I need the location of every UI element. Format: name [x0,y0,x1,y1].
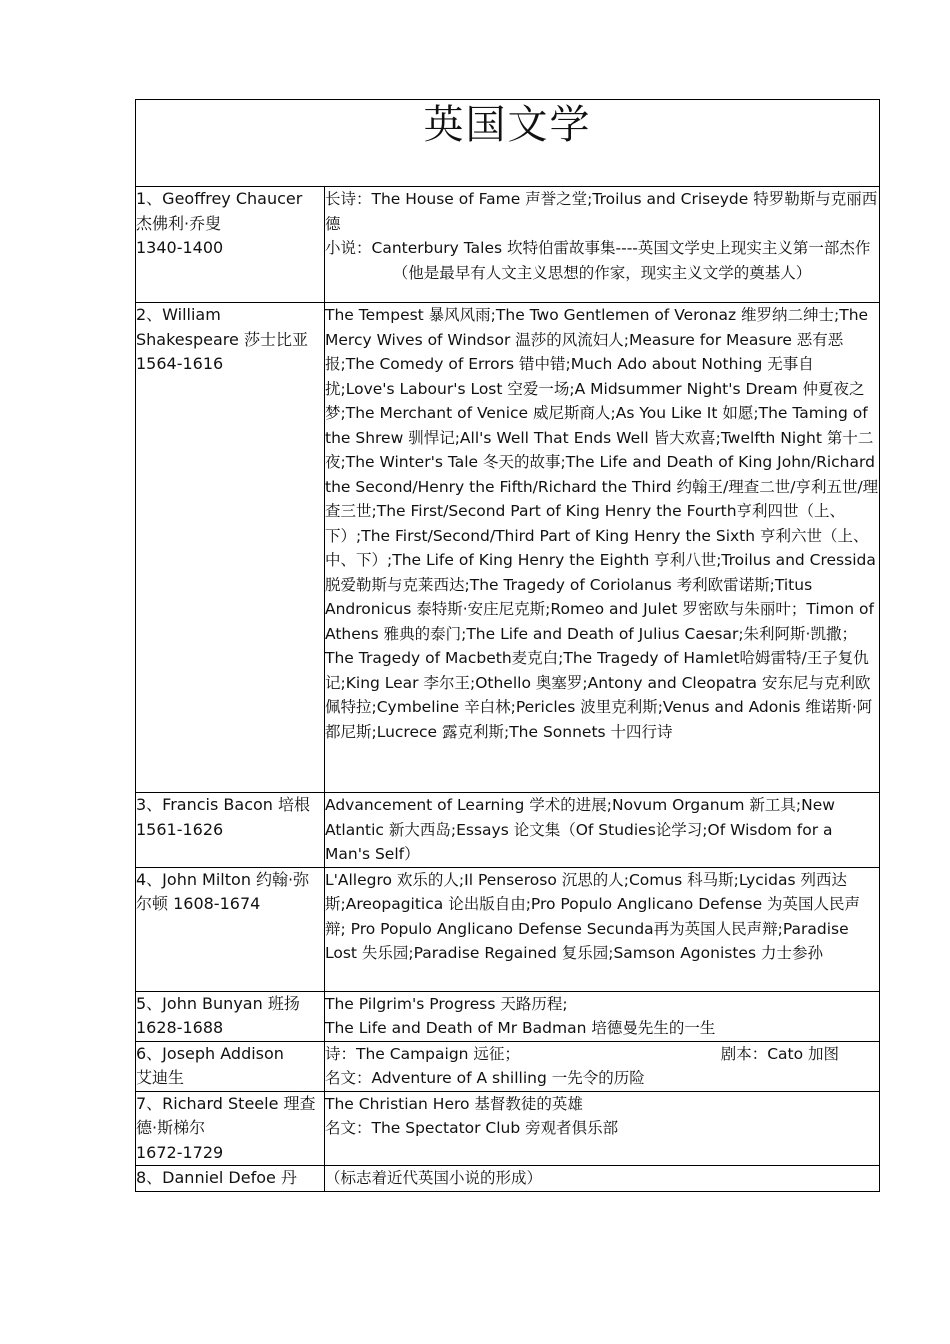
table-row [136,1041,880,1091]
works-cell [325,1166,880,1192]
works-cell [325,1041,880,1091]
author-years: 1628-1688 [136,1018,224,1037]
table-row [136,187,880,303]
table-row [136,1166,880,1192]
page-title: 英国文学 [423,102,592,148]
table-row [136,867,880,991]
works-text: 长诗：The House of Fame 声誉之堂;Troilus and Criseyde 特罗勒斯与克丽西德 [325,190,878,233]
works-note: （标志着近代英国小说的形成） [325,1169,543,1187]
works-text: 小说：Canterbury Tales 坎特伯雷故事集----英国文学史上现实主义第一部杰作 [325,239,871,257]
works-text: Advancement of Learning 学术的进展;Novum Organum 新工具;New Atlantic 新大西岛;Essays 论文集（Of Studies论学习;Of Wisdom for a Man's Self） [325,796,835,863]
works-note: （他是最早有人文主义思想的作家，现实主义文学的奠基人） [392,263,812,282]
works-text: The Pilgrim's Progress 天路历程; [325,994,568,1013]
author-name: 6、Joseph Addison [136,1043,284,1063]
works-poem: 诗：The Campaign 远征； [325,1044,520,1063]
author-cell [136,1091,325,1166]
works-play: 剧本：Cato 加图 [720,1044,839,1063]
works-cell [325,867,880,991]
works-cell [325,1091,880,1166]
works-cell [325,793,880,868]
author-name: 2、William Shakespeare 莎士比亚 1564-1616 [136,305,308,373]
author-cell [136,793,325,868]
works-cell [325,991,880,1041]
works-text: The Tempest 暴风风雨;The Two Gentlemen of Veronaz 维罗纳二绅士;The Mercy Wives of Windsor 温莎的风流妇人;Measure for Measure 恶有恶报;The Comedy of Errors 错中错;Much Ado about Nothing 无事自扰;Love's Labour's Lost 空爱一场;A Midsummer Night's Dream 仲夏夜之梦;The Merchant of Venice 威尼斯商人;As You Like It 如愿;The Taming of the Shrew 驯悍记;All's Well That Ends Well 皆大欢喜;Twelfth Night 第十二夜;The Winter's Tale 冬天的故事;The Life and Death of King John/Richard the Second/Henry the Fifth/Richard the Third 约翰王/理查二世/亨利五世/理查三世;The First/Second Part of King Henry the Fourth亨利四世（上、下）;The First/Second/Third Part of King Henry the Sixth 亨利六世（上、中、下）;The Life of King Henry the Eighth 亨利八世;Troilus and Cressida脱爱勒斯与克莱西达;The Tragedy of Coriolanus 考利欧雷诺斯;Titus Andronicus 泰特斯·安庄尼克斯;Romeo and Julet 罗密欧与朱丽叶；Timon of Athens 雅典的泰门;The Life and Death of Julius Caesar;朱利阿斯·凯撒；The Tragedy of Macbeth麦克白;The Tragedy of Hamlet哈姆雷特/王子复仇记;King Lear 李尔王;Othello 奥塞罗;Antony and Cleopatra 安东尼与克利欧佩特拉;Cymbeline 辛白林;Pericles 波里克利斯;Venus and Adonis 维诺斯·阿都尼斯;Lucrece 露克利斯;The Sonnets 十四行诗 [325,306,879,741]
author-name: 7、Richard Steele 理查德·斯梯尔 [136,1093,316,1137]
author-name: 8、Danniel Defoe 丹 [136,1168,297,1187]
works-line-split [325,1042,879,1067]
table-row [136,1091,880,1166]
table-row [136,793,880,868]
author-cell [136,1166,325,1192]
title-row [136,100,880,187]
table-row [136,303,880,793]
author-name: 5、John Bunyan 班扬 [136,993,300,1013]
works-cell [325,187,880,303]
author-cell [136,303,325,793]
author-name: 1、Geoffrey Chaucer [136,189,303,208]
author-cell [136,867,325,991]
author-cell [136,1041,325,1091]
works-text: L'Allegro 欢乐的人;Il Penseroso 沉思的人;Comus 科马斯;Lycidas 列西达斯;Areopagitica 论出版自由;Pro Populo Anglicano Defense 为英国人民声辩; Pro Populo Anglicano Defense Secunda再为英国人民声辩;Paradise Lost 失乐园;Paradise Regained 复乐园;Samson Agonistes 力士参孙 [325,870,861,962]
author-name: 3、Francis Bacon 培根 1561-1626 [136,795,311,839]
title-cell [136,100,880,187]
works-text: 名文：The Spectator Club 旁观者俱乐部 [325,1119,619,1137]
works-text: 名文：Adventure of A shilling 一先令的历险 [325,1069,645,1087]
works-text: The Life and Death of Mr Badman 培德曼先生的一生 [325,1019,716,1037]
author-chinese-name: 杰佛利·乔叟 [136,213,222,233]
literature-table [135,99,880,1192]
author-cell [136,187,325,303]
works-cell [325,303,880,793]
author-years: 1340-1400 [136,238,224,257]
author-name: 4、John Milton 约翰·弥尔顿 1608-1674 [136,869,310,913]
works-text: The Christian Hero 基督教徒的英雄 [325,1094,583,1113]
author-years: 1672-1729 [136,1142,224,1162]
author-cell [136,991,325,1041]
table-row [136,991,880,1041]
author-chinese-name: 艾迪生 [136,1068,185,1087]
